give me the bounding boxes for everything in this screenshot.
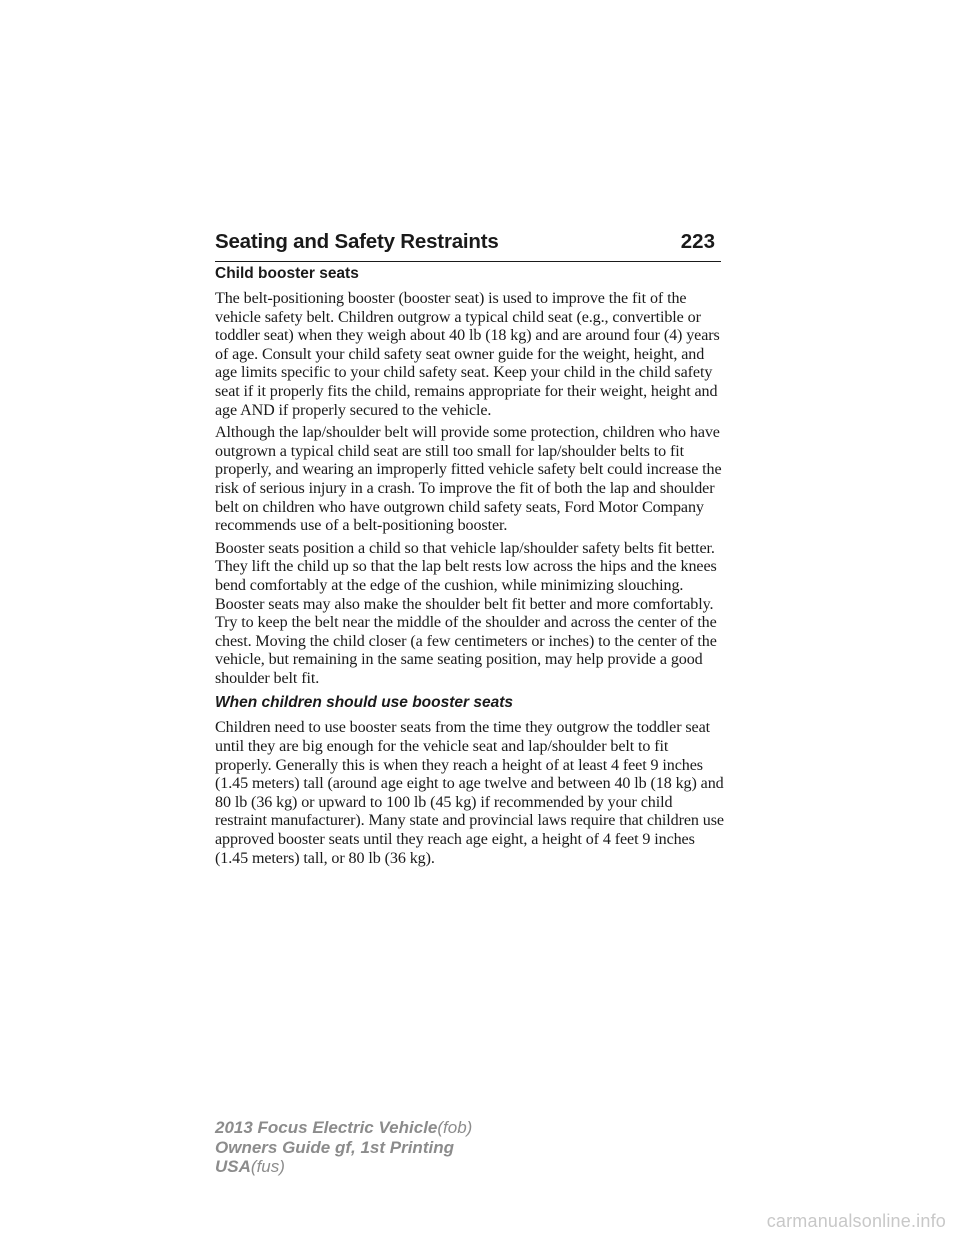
document-footer — [215, 1118, 472, 1177]
page-header — [215, 228, 721, 262]
section-title: Seating and Safety Restraints — [215, 230, 499, 253]
footer-vehicle-code: (fob) — [437, 1118, 473, 1137]
heading-child-booster-seats: Child booster seats — [215, 265, 359, 282]
footer-printing: Owners Guide gf, 1st Printing — [215, 1137, 454, 1157]
paragraph-when-to-use: Children need to use booster seats from the time they outgrow the toddler seat until they are big enough for the vehicle seat and lap/shoulder belt to fit properly. Generally this is when they reach a height of at least 4 feet 9 inches (1.45 meters) tall (around age eight to age twelve and between 40 lb (18 kg) and 80 lb (36 kg) or upward to 100 lb (45 kg) if recommended by your child restraint manufacturer). Many state and provincial laws require that children use approved booster seats until they reach age eight, a height of 4 feet 9 inches (1.45 meters) tall, or 80 lb (36 kg). — [215, 719, 724, 867]
page-content — [215, 263, 725, 872]
paragraph-lap-shoulder-belt: Although the lap/shoulder belt will provide some protection, children who have outgrown a typical child seat are still too small for lap/shoulder belts to fit properly, and wearing an improperly fitted vehicle safety belt could increase the risk of serious injury in a crash. To improve the fit of both the lap and shoulder belt on children who have outgrown child safety seats, Ford Motor Company recommends use of a belt-positioning booster. — [215, 424, 722, 535]
paragraph-booster-purpose: The belt-positioning booster (booster seat) is used to improve the fit of the vehicle safety belt. Children outgrow a typical child seat (e.g., convertible or toddler seat) when they weigh about 40 lb (18 kg) and are around four (4) years of age. Consult your child safety seat owner guide for the weight, height, and age limits specific to your child safety seat. Keep your child in the child safety seat if it properly fits the child, remains appropriate for their weight, height and age AND if properly secured to the vehicle. — [215, 290, 720, 419]
watermark-text: carmanualsonline.info — [766, 1211, 946, 1231]
footer-line-2 — [215, 1138, 472, 1158]
footer-market: USA — [215, 1157, 251, 1176]
footer-line-1 — [215, 1118, 472, 1138]
footer-vehicle-name: 2013 Focus Electric Vehicle — [215, 1118, 438, 1137]
footer-market-code: (fus) — [250, 1157, 285, 1176]
footer-line-3 — [215, 1157, 472, 1177]
page-number: 223 — [680, 230, 715, 253]
paragraph-booster-position: Booster seats position a child so that vehicle lap/shoulder safety belts fit better. They lift the child up so that the lap belt rests low across the hips and the knees bend comfortably at the edge of the cushion, while minimizing slouching. Booster seats may also make the shoulder belt fit better and more comfortably. Try to keep the belt near the middle of the shoulder and across the center of the chest. Moving the child closer (a few centimeters or inches) to the center of the vehicle, but remaining in the same seating position, may help provide a good shoulder belt fit. — [215, 539, 717, 687]
heading-when-to-use-booster: When children should use booster seats — [215, 694, 513, 712]
